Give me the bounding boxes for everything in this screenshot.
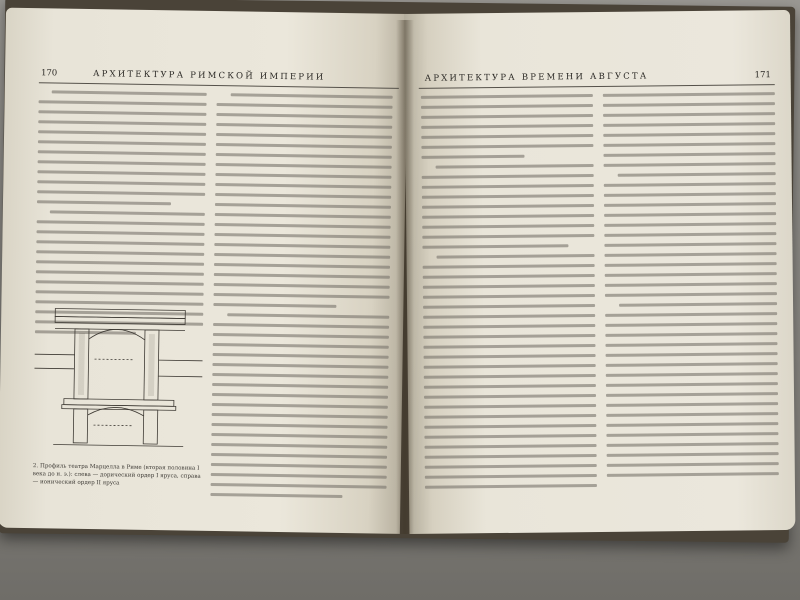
right-page bbox=[404, 10, 795, 534]
left-text-column-2 bbox=[210, 93, 392, 506]
right-text-column-2 bbox=[603, 92, 779, 484]
left-running-head: АРХИТЕКТУРА РИМСКОЙ ИМПЕРИИ bbox=[92, 69, 326, 83]
left-page-number: 170 bbox=[40, 68, 58, 79]
right-page-number: 171 bbox=[754, 70, 771, 81]
figure-caption: 2. Профиль театра Марцелла в Риме (вторая половина I века до н. э.): слева — дорический ордер I яруса, справа — ионический ордер II яруса bbox=[32, 463, 201, 487]
right-head-rule bbox=[419, 84, 775, 89]
book-gutter bbox=[396, 20, 414, 534]
right-running-head: АРХИТЕКТУРА ВРЕМЕНИ АВГУСТА bbox=[424, 71, 649, 84]
left-head-rule bbox=[39, 82, 399, 89]
left-page bbox=[0, 8, 408, 534]
right-text-column-1 bbox=[421, 94, 597, 496]
architectural-section-drawing-icon bbox=[33, 298, 205, 461]
